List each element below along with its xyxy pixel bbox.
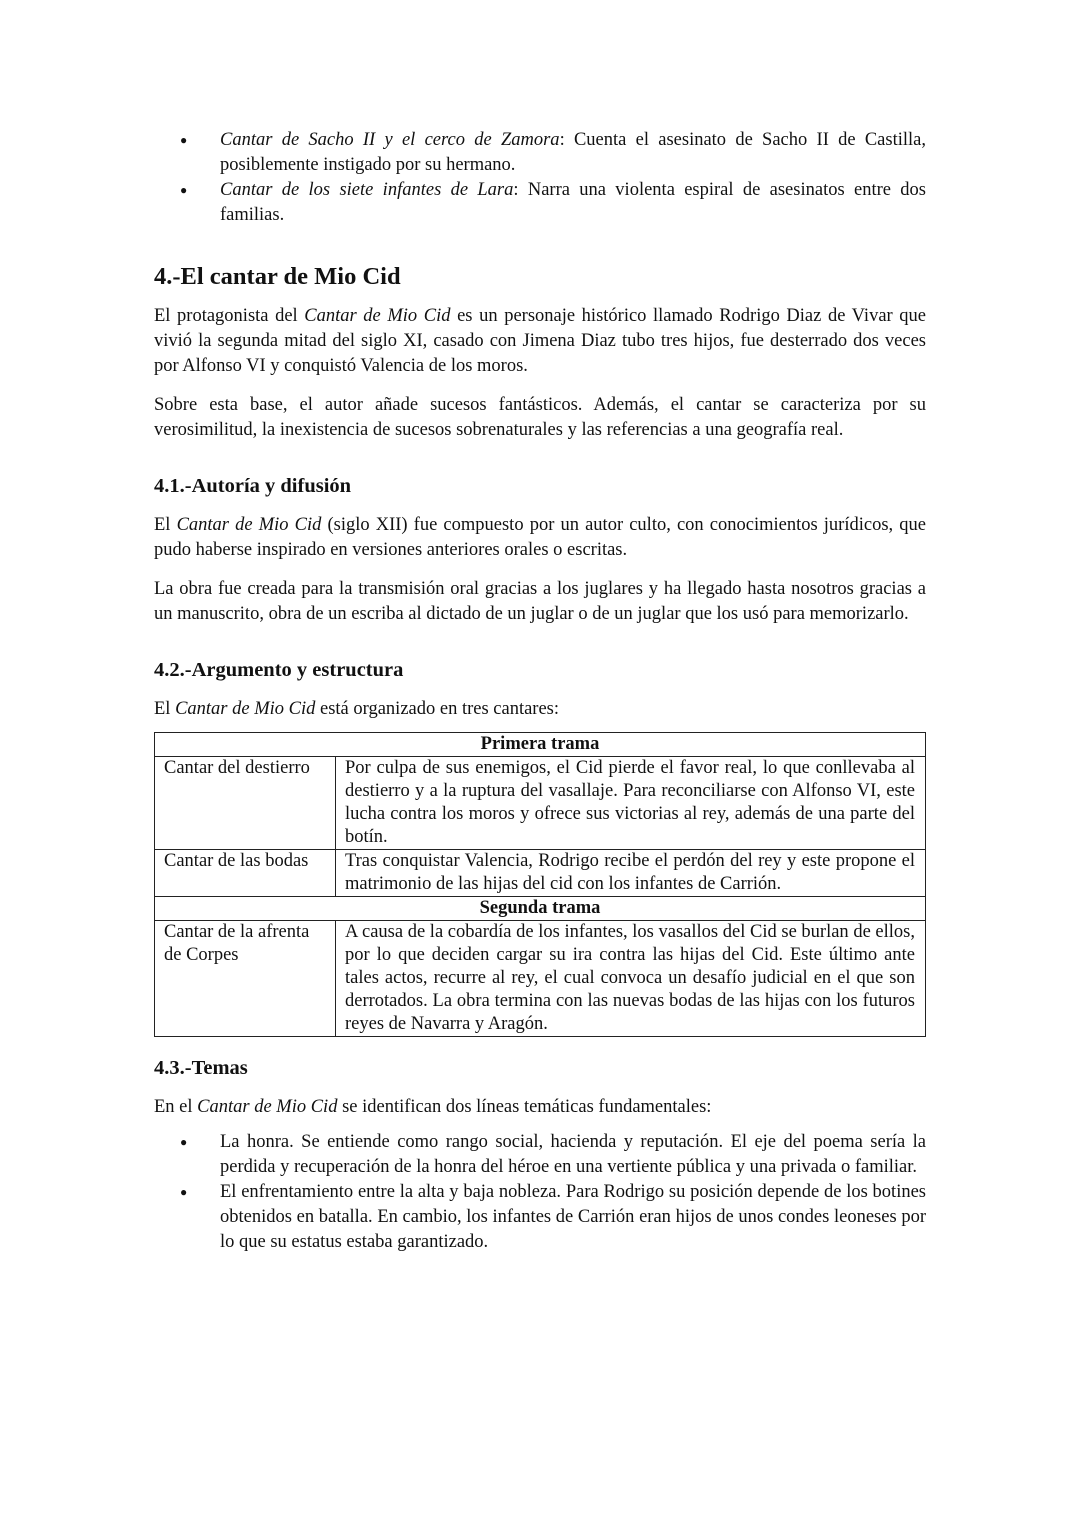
table-row: [155, 733, 926, 757]
section-4-paragraph-1: El protagonista del Cantar de Mio Cid es un personaje histórico llamado Rodrigo Diaz de Vivar que vivió la segunda mitad del siglo XI, casado con Jimena Diaz tubo tres hijos, fue desterrado dos veces por Alfonso VI y conquistó Valencia de los moros.: [154, 306, 926, 376]
document-page: [154, 128, 926, 1255]
cantar-description: Tras conquistar Valencia, Rodrigo recibe el perdón del rey y este propone el matrimonio de las hijas del cid con los infantes de Carrión.: [336, 850, 926, 897]
list-item: ● La honra. Se entiende como rango social, hacienda y reputación. El eje del poema sería la perdida y recuperación de la honra del héroe en una vertiente pública y una privada o familiar.: [154, 1130, 926, 1180]
intro-bullet-list: [154, 128, 926, 228]
section-4-paragraph-2: Sobre esta base, el autor añade sucesos fantásticos. Además, el cantar se caracteriza por su verosimilitud, la inexistencia de sucesos sobrenaturales y las referencias a una geografía real.: [154, 395, 926, 440]
section-4-1-paragraph-1: El Cantar de Mio Cid (siglo XII) fue compuesto por un autor culto, con conocimientos jurídicos, que pudo haberse inspirado en versiones anteriores orales o escritas.: [154, 515, 926, 560]
section-4-heading: 4.-El cantar de Mio Cid: [154, 263, 401, 290]
list-item: ● Cantar de los siete infantes de Lara: Narra una violenta espiral de asesinatos entre dos familias.: [154, 178, 926, 228]
table-row: [155, 757, 926, 850]
section-4-2-heading: 4.2.-Argumento y estructura: [154, 659, 404, 681]
cantar-name: Cantar de las bodas: [155, 850, 336, 897]
section-4-3-paragraph-1: En el Cantar de Mio Cid se identifican dos líneas temáticas fundamentales:: [154, 1097, 712, 1117]
cantares-table: [154, 732, 926, 1037]
list-item: ● Cantar de Sacho II y el cerco de Zamora: Cuenta el asesinato de Sacho II de Castilla, posiblemente instigado por su hermano.: [154, 128, 926, 178]
cantar-name: Cantar de la afrenta de Corpes: [155, 921, 336, 1037]
section-4-2-paragraph-1: El Cantar de Mio Cid está organizado en tres cantares:: [154, 699, 560, 719]
table-row: [155, 850, 926, 897]
cantar-description: A causa de la cobardía de los infantes, los vasallos del Cid se burlan de ellos, por lo que deciden cargar su ira contra las hijas del Cid. Este último ante tales actos, recurre al rey, el cual convoca un desafío judicial en el que son derrotados. La obra termina con las nuevas bodas de las hijas con los futuros reyes de Navarra y Aragón.: [336, 921, 926, 1037]
cantar-name: Cantar del destierro: [155, 757, 336, 850]
table-row: [155, 897, 926, 921]
trama-1-header: Primera trama: [155, 733, 926, 757]
section-4-3-heading: 4.3.-Temas: [154, 1057, 248, 1079]
table-row: [155, 921, 926, 1037]
section-4-1-paragraph-2: La obra fue creada para la transmisión oral gracias a los juglares y ha llegado hasta nosotros gracias a un manuscrito, obra de un escriba al dictado de un juglar o de un juglar que los usó para memorizarlo.: [154, 579, 926, 624]
temas-bullet-list: [154, 1130, 926, 1255]
cantar-description: Por culpa de sus enemigos, el Cid pierde el favor real, lo que conllevaba al destierro y a la ruptura del vasallaje. Para reconciliarse con Alfonso VI, este lucha contra los moros y ofrece sus victorias al rey, además de una parte del botín.: [336, 757, 926, 850]
trama-2-header: Segunda trama: [155, 897, 926, 921]
section-4-1-heading: 4.1.-Autoría y difusión: [154, 475, 352, 497]
list-item: ● El enfrentamiento entre la alta y baja nobleza. Para Rodrigo su posición depende de los botines obtenidos en batalla. En cambio, los infantes de Carrión eran hijos de unos condes leoneses por lo que su estatus estaba garantizado.: [154, 1180, 926, 1255]
